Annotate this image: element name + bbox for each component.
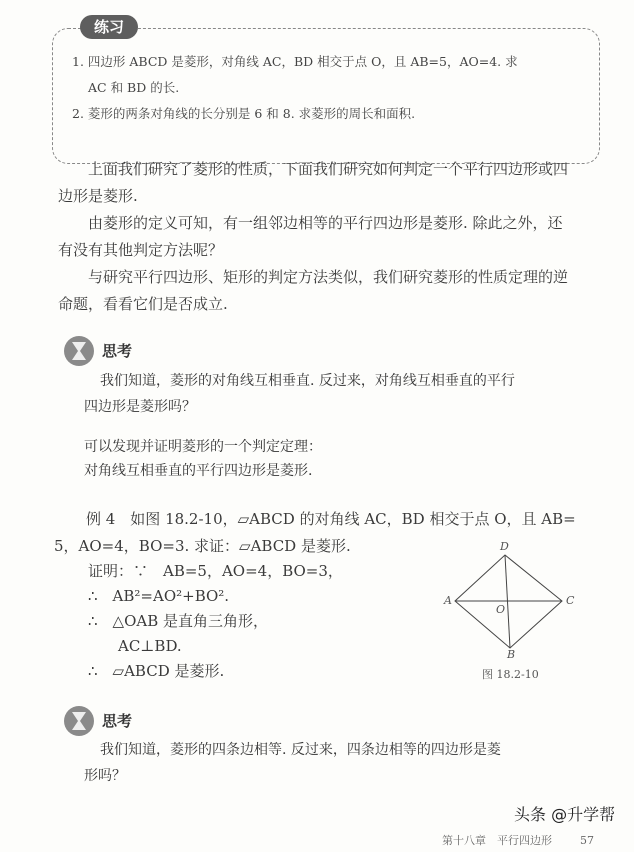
paragraph-line: 上面我们研究了菱形的性质，下面我们研究如何判定一个平行四边形或四 [88, 160, 569, 178]
paragraph-line: 有没有其他判定方法呢？ [58, 241, 224, 259]
think-icon [64, 706, 94, 736]
label-c: C [566, 594, 575, 607]
paragraph-line: 由菱形的定义可知，有一组邻边相等的平行四边形是菱形. 除此之外，还 [88, 214, 563, 232]
think-text: 我们知道，菱形的四条边相等. 反过来，四条边相等的四边形是菱 [100, 742, 501, 758]
exercise-item-2: 2. 菱形的两条对角线的长分别是 6 和 8. 求菱形的周长和面积. [72, 106, 416, 121]
paragraph-line: 边形是菱形. [58, 187, 138, 205]
think-icon [64, 336, 94, 366]
example-line: 5，AO=4，BO=3. 求证：▱ABCD 是菱形. [54, 537, 351, 555]
label-b: B [507, 648, 516, 661]
proof-line: 证明：∵ AB=5，AO=4，BO=3， [88, 562, 343, 580]
exercise-tag: 练习 [80, 15, 138, 39]
paragraph-line: 与研究平行四边形、矩形的判定方法类似，我们研究菱形的性质定理的逆 [88, 268, 569, 286]
think-text: 四边形是菱形吗？ [84, 399, 196, 415]
proof-line: ∴ AB²=AO²+BO². [88, 587, 230, 605]
exercise-item-1: 1. 四边形 ABCD 是菱形，对角线 AC，BD 相交于点 O，且 AB=5，AO=4. 求 [72, 54, 518, 69]
think-text: 我们知道，菱形的对角线互相垂直. 反过来，对角线互相垂直的平行 [100, 373, 515, 389]
label-a: A [444, 594, 452, 607]
label-d: D [500, 540, 509, 553]
page-number: 57 [580, 834, 594, 847]
think-text: 形吗？ [84, 768, 126, 784]
paragraph-line: 命题，看看它们是否成立. [58, 295, 228, 313]
proof-line: AC⊥BD. [118, 637, 182, 655]
think-label: 思考 [102, 712, 133, 730]
exercise-item-1-cont: AC 和 BD 的长. [88, 80, 180, 95]
figure-caption: 图 18.2-10 [482, 668, 539, 681]
example-line: 例 4 如图 18.2-10，▱ABCD 的对角线 AC，BD 相交于点 O，且 AB= [86, 510, 576, 528]
think-label: 思考 [102, 342, 133, 360]
proof-line: ∴ △OAB 是直角三角形， [88, 612, 269, 630]
proof-line: ∴ ▱ABCD 是菱形. [88, 662, 225, 680]
theorem-statement: 对角线互相垂直的平行四边形是菱形. [84, 463, 313, 479]
footer-chapter: 第十八章 平行四边形 [442, 834, 552, 847]
label-o: O [496, 603, 506, 616]
watermark: 头条 @升学帮 [514, 805, 616, 824]
theorem-intro: 可以发现并证明菱形的一个判定定理： [84, 439, 322, 455]
